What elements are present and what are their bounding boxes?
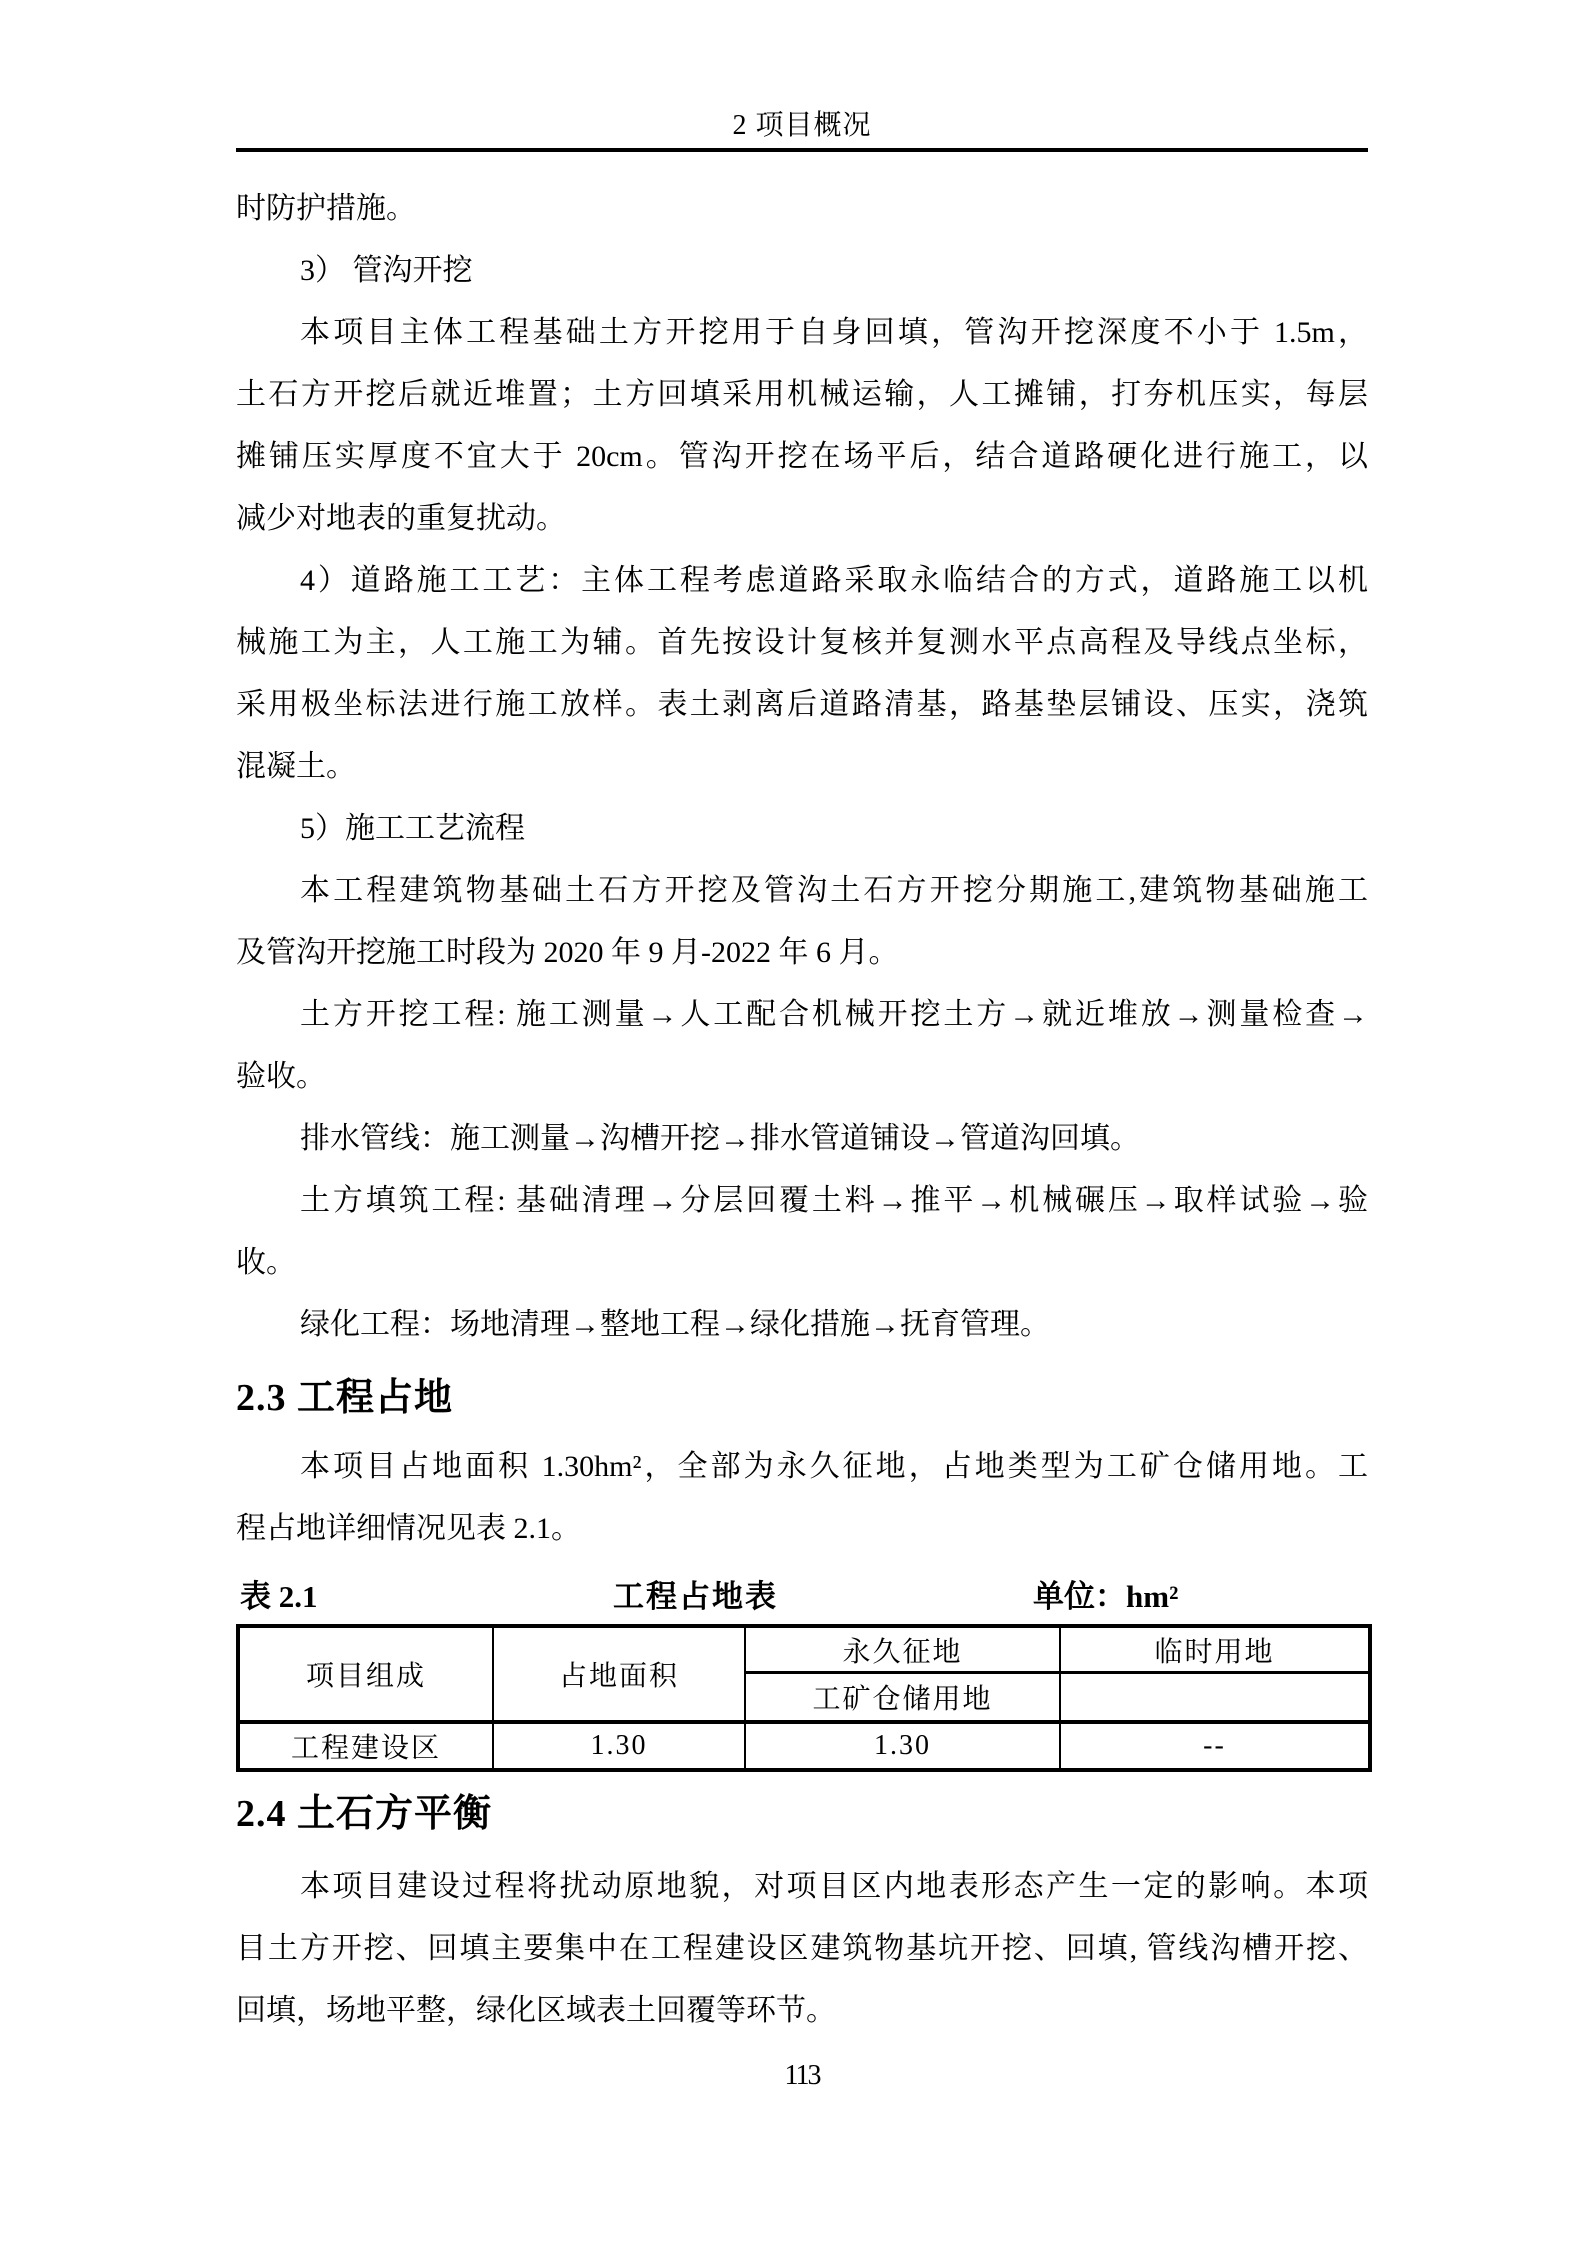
th-land-area: 占地面积 [493,1626,745,1722]
body-line: 3） 管沟开挖 [300,254,473,287]
body-line: 本项目占地面积 1.30hm²，全部为永久征地，占地类型为工矿仓储用地。工 [300,1450,1368,1483]
body-line: 减少对地表的重复扰动。 [236,502,566,535]
body-line: 土方开挖工程: 施工测量→人工配合机械开挖土方→就近堆放→测量检查→ [300,998,1368,1031]
table-caption [236,1578,1368,1618]
body-line: 土方填筑工程: 基础清理→分层回覆土料→推平→机械碾压→取样试验→验 [300,1184,1368,1217]
body-line: 采用极坐标法进行施工放样。表土剥离后道路清基，路基垫层铺设、压实，浇筑 [236,688,1368,721]
th-project-composition: 项目组成 [238,1626,493,1722]
land-use-table [236,1624,1372,1772]
page-content [236,0,1368,2096]
section-earthwork-balance [236,1856,1368,2042]
running-header-title: 2 项目概况 [732,110,872,141]
page-number: 113 [784,2060,820,2091]
cell-temporary-area: -- [1060,1722,1370,1770]
body-line: 程占地详细情况见表 2.1。 [236,1512,581,1545]
body-line: 验收。 [236,1060,326,1093]
body-line: 绿化工程：场地清理→整地工程→绿化措施→抚育管理。 [300,1308,1050,1341]
body-line: 目土方开挖、回填主要集中在工程建设区建筑物基坑开挖、回填, 管线沟槽开挖、 [236,1932,1368,1965]
section-land-occupation [236,1436,1368,1560]
body-line: 摊铺压实厚度不宜大于 20cm。管沟开挖在场平后，结合道路硬化进行施工，以 [236,440,1368,473]
body-line: 4）道路施工工艺：主体工程考虑道路采取永临结合的方式，道路施工以机 [300,564,1368,597]
body-line: 本项目建设过程将扰动原地貌，对项目区内地表形态产生一定的影响。本项 [300,1870,1368,1903]
body-line: 本项目主体工程基础土方开挖用于自身回填，管沟开挖深度不小于 1.5m， [300,316,1368,349]
table-row [238,1722,1370,1770]
table-caption-label: 表 2.1 [240,1579,318,1614]
body-line: 土石方开挖后就近堆置；土方回填采用机械运输，人工摊铺，打夯机压实，每层 [236,378,1368,411]
body-line: 械施工为主，人工施工为辅。首先按设计复核并复测水平点高程及导线点坐标， [236,626,1368,659]
body-line: 时防护措施。 [236,192,416,225]
th-temporary-sub-empty [1060,1673,1370,1723]
section-construction-process [236,178,1368,1356]
body-line: 收。 [236,1246,296,1279]
table-header-row-1 [238,1626,1370,1673]
cell-project-name: 工程建设区 [238,1722,493,1770]
body-line: 排水管线：施工测量→沟槽开挖→排水管道铺设→管道沟回填。 [300,1122,1140,1155]
section-heading-2-4: 2.4 土石方平衡 [236,1793,493,1835]
body-line: 本工程建筑物基础土石方开挖及管沟土石方开挖分期施工,建筑物基础施工 [300,874,1368,907]
body-line: 混凝土。 [236,750,356,783]
body-line: 5）施工工艺流程 [300,812,525,845]
body-line: 回填，场地平整，绿化区域表土回覆等环节。 [236,1994,836,2027]
th-permanent-acquisition: 永久征地 [745,1626,1060,1673]
table-caption-unit: 单位：hm² [1033,1579,1179,1614]
th-permanent-sub-type: 工矿仓储用地 [745,1673,1060,1723]
th-temporary-land: 临时用地 [1060,1626,1370,1673]
cell-permanent-area: 1.30 [745,1722,1060,1770]
body-line: 及管沟开挖施工时段为 2020 年 9 月-2022 年 6 月。 [236,936,899,969]
header-rule [236,148,1368,152]
section-heading-2-3: 2.3 工程占地 [236,1377,454,1419]
table-caption-title: 工程占地表 [613,1579,778,1614]
cell-land-area: 1.30 [493,1722,745,1770]
